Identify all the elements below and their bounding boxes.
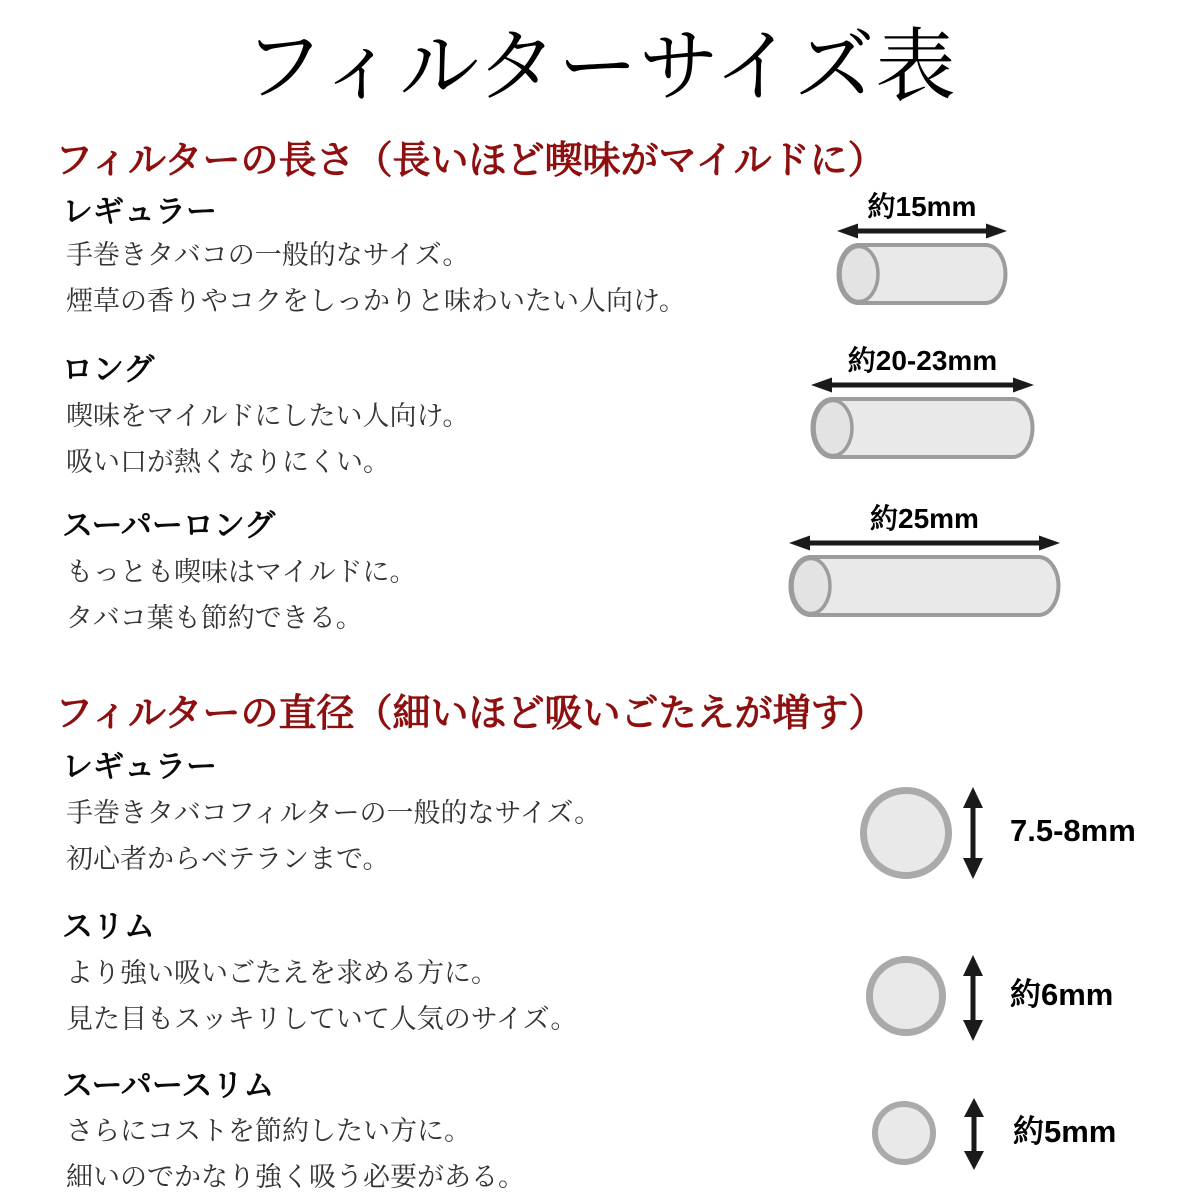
desc-line: 手巻きタバコの一般的なサイズ。 (66, 240, 470, 270)
size-label: 約20-23mm (847, 345, 998, 376)
desc-line: 細いのでかなり強く吸う必要がある。 (66, 1162, 525, 1192)
circle-icon (860, 787, 952, 879)
item-desc-diameter-slim (66, 950, 577, 1042)
cylinder-with-arrow-icon (836, 223, 1008, 307)
page-title: フィルターサイズ表 (243, 22, 957, 111)
circle-icon (872, 1101, 936, 1165)
circle-icon (866, 956, 946, 1036)
cylinder-with-arrow-icon (810, 377, 1035, 461)
cylinder-with-arrow-icon (788, 535, 1061, 619)
desc-line: 手巻きタバコフィルターの一般的なサイズ。 (66, 798, 602, 828)
length-figure-long (810, 344, 1035, 461)
desc-line: 煙草の香りやコクをしっかりと味わいたい人向け。 (66, 286, 686, 316)
item-name-length-super-long: スーパーロング (62, 508, 276, 543)
item-name-diameter-regular: レギュラー (62, 749, 217, 784)
item-name-diameter-slim: スリム (62, 909, 155, 944)
item-name-length-long: ロング (62, 352, 155, 387)
desc-line: もっとも喫味はマイルドに。 (66, 557, 417, 587)
size-label: 約5mm (1013, 1114, 1117, 1149)
diameter-figure-slim (866, 954, 1196, 1044)
item-desc-length-regular (66, 232, 686, 324)
size-label: 約6mm (1010, 977, 1114, 1012)
desc-line: さらにコストを節約したい方に。 (66, 1116, 471, 1146)
double-arrow-vertical-icon (959, 1097, 989, 1171)
length-figure-regular (836, 190, 1008, 307)
double-arrow-vertical-icon (958, 954, 988, 1042)
size-label: 約25mm (870, 503, 979, 534)
size-label: 約15mm (867, 191, 977, 222)
item-name-diameter-super-slim: スーパースリム (62, 1068, 275, 1103)
desc-line: より強い吸いごたえを求める方に。 (66, 958, 498, 988)
item-desc-length-super-long (66, 549, 416, 641)
desc-line: 吸い口が熱くなりにくい。 (66, 447, 390, 477)
section-heading-length: フィルターの長さ（長いほど喫味がマイルドに） (55, 140, 886, 182)
double-arrow-vertical-icon (958, 786, 988, 880)
diameter-figure-super-slim (872, 1097, 1200, 1175)
item-desc-diameter-regular (66, 790, 601, 882)
size-label: 7.5-8mm (1010, 813, 1136, 848)
item-name-length-regular: レギュラー (62, 194, 217, 229)
desc-line: 喫味をマイルドにしたい人向け。 (66, 401, 470, 431)
length-figure-super-long (788, 502, 1061, 619)
desc-line: 見た目もスッキリしていて人気のサイズ。 (66, 1004, 578, 1034)
diameter-figure-regular (860, 786, 1190, 882)
item-desc-diameter-super-slim (66, 1108, 525, 1200)
section-heading-diameter: フィルターの直径（細いほど吸いごたえが増す） (55, 693, 887, 735)
desc-line: 初心者からベテランまで。 (66, 844, 390, 874)
desc-line: タバコ葉も節約できる。 (66, 603, 363, 633)
item-desc-length-long (66, 393, 469, 485)
